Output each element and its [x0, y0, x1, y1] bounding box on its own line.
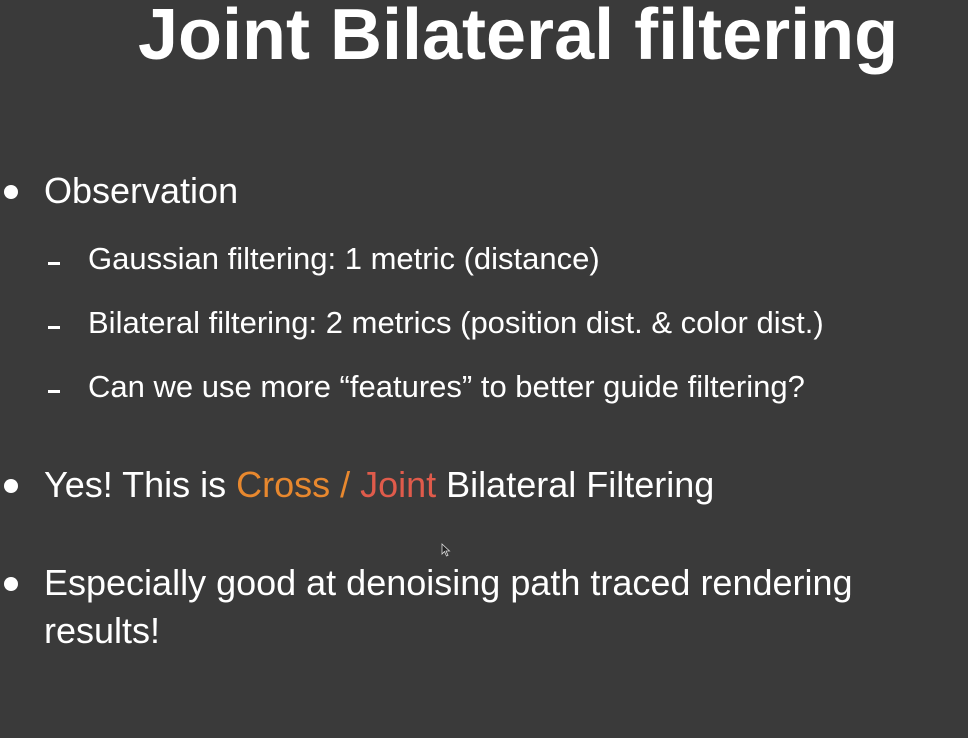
bullet-yes — [0, 462, 968, 512]
slide-title: Joint Bilateral filtering — [138, 0, 899, 75]
cross-highlight: Cross / — [236, 464, 361, 505]
subitem-bilateral — [0, 302, 968, 346]
subitem-gaussian — [0, 238, 968, 282]
bullet-dot — [4, 577, 18, 591]
bullet-dot — [4, 479, 18, 493]
bullet-dot — [4, 185, 18, 199]
bullet-especially-line2: results! — [44, 610, 161, 651]
subitem-features — [0, 366, 968, 410]
bullet-yes-text — [44, 464, 714, 506]
bullet-observation — [0, 168, 968, 218]
subitem-gaussian-text: Gaussian filtering: 1 metric (distance) — [88, 241, 600, 276]
dash-marker — [48, 390, 60, 393]
mouse-pointer-icon — [441, 543, 451, 557]
yes-suffix: Bilateral Filtering — [436, 464, 715, 505]
subitem-features-text: Can we use more “features” to better guide filtering? — [88, 369, 805, 404]
bullet-especially — [0, 560, 968, 660]
bullet-observation-text: Observation — [44, 170, 239, 211]
subitem-bilateral-text: Bilateral filtering: 2 metrics (position dist. & color dist.) — [88, 305, 824, 340]
dash-marker — [48, 262, 60, 265]
joint-highlight: Joint — [360, 464, 437, 505]
dash-marker — [48, 326, 60, 329]
yes-prefix: Yes! This is — [44, 464, 237, 505]
bullet-especially-line1: Especially good at denoising path traced rendering — [44, 562, 853, 603]
